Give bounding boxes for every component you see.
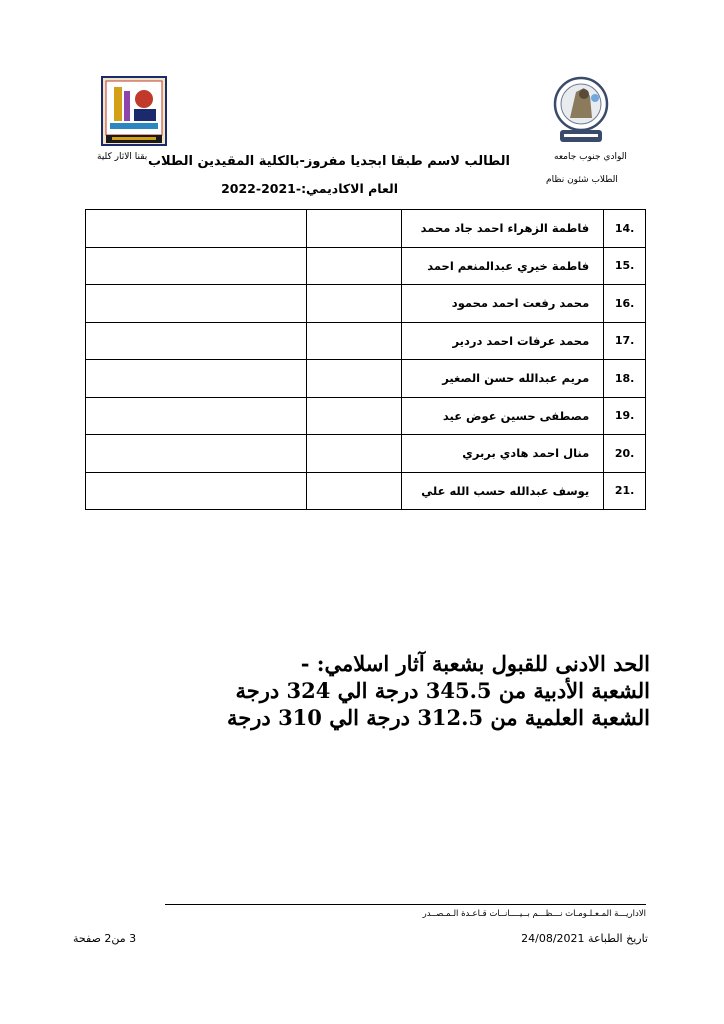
empty-cell — [86, 435, 307, 473]
empty-cell — [86, 322, 307, 360]
student-name: محمد رفعت احمد محمود — [401, 285, 604, 323]
empty-cell — [306, 360, 401, 398]
student-name: مصطفى حسين عوض عيد — [401, 397, 604, 435]
table-row — [86, 285, 646, 323]
footer-divider — [165, 904, 646, 905]
data-source: الاداريـــة المـعـلـومـات نـــظـــم بــيــــانــات قـاعـدة الـمـصــدر — [422, 909, 646, 919]
empty-cell — [86, 247, 307, 285]
row-number: 21. — [604, 472, 646, 510]
affairs-department: الطلاب شئون نظام — [546, 175, 618, 185]
row-number: 15. — [604, 247, 646, 285]
row-number: 17. — [604, 322, 646, 360]
faculty-name: بقنا الاثار كلية — [97, 152, 148, 162]
empty-cell — [86, 285, 307, 323]
document-title: الطالب لاسم طبقا ابجديا مفروز-بالكلية المقيدين الطلاب — [147, 154, 510, 169]
empty-cell — [306, 472, 401, 510]
empty-cell — [86, 472, 307, 510]
table-row — [86, 360, 646, 398]
empty-cell — [86, 397, 307, 435]
print-date: تاريخ الطباعة 24/08/2021 — [521, 932, 648, 945]
student-name: محمد عرفات احمد دردير — [401, 322, 604, 360]
minimum-admission-block — [227, 650, 650, 731]
table-row — [86, 472, 646, 510]
literary-branch-range: الشعبة الأدبية من 345.5 درجة الي 324 درجة — [235, 678, 650, 703]
empty-cell — [86, 360, 307, 398]
scientific-branch-range: الشعبة العلمية من 312.5 درجة الي 310 درجة — [227, 705, 650, 730]
table-row — [86, 210, 646, 248]
empty-cell — [306, 247, 401, 285]
table-row — [86, 247, 646, 285]
table-row — [86, 435, 646, 473]
table-row — [86, 397, 646, 435]
university-name: الوادي جنوب جامعه — [554, 152, 627, 162]
university-logo — [548, 74, 614, 146]
faculty-logo — [100, 75, 168, 147]
empty-cell — [306, 322, 401, 360]
row-number: 14. — [604, 210, 646, 248]
academic-year: العام الاكاديمي:-2021-2022 — [221, 181, 398, 196]
student-name: فاطمة خيري عبدالمنعم احمد — [401, 247, 604, 285]
students-table — [85, 209, 646, 510]
empty-cell — [306, 210, 401, 248]
empty-cell — [306, 285, 401, 323]
student-name: منال احمد هادي بربري — [401, 435, 604, 473]
empty-cell — [306, 435, 401, 473]
page-number: 3 من2 صفحة — [73, 932, 137, 945]
row-number: 19. — [604, 397, 646, 435]
table-row — [86, 322, 646, 360]
empty-cell — [306, 397, 401, 435]
empty-cell — [86, 210, 307, 248]
student-name: مريم عبدالله حسن الصغير — [401, 360, 604, 398]
minimum-admission-heading: الحد الادنى للقبول بشعبة آثار اسلامي: - — [300, 651, 650, 676]
row-number: 16. — [604, 285, 646, 323]
row-number: 18. — [604, 360, 646, 398]
student-name: يوسف عبدالله حسب الله علي — [401, 472, 604, 510]
student-name: فاطمة الزهراء احمد جاد محمد — [401, 210, 604, 248]
row-number: 20. — [604, 435, 646, 473]
